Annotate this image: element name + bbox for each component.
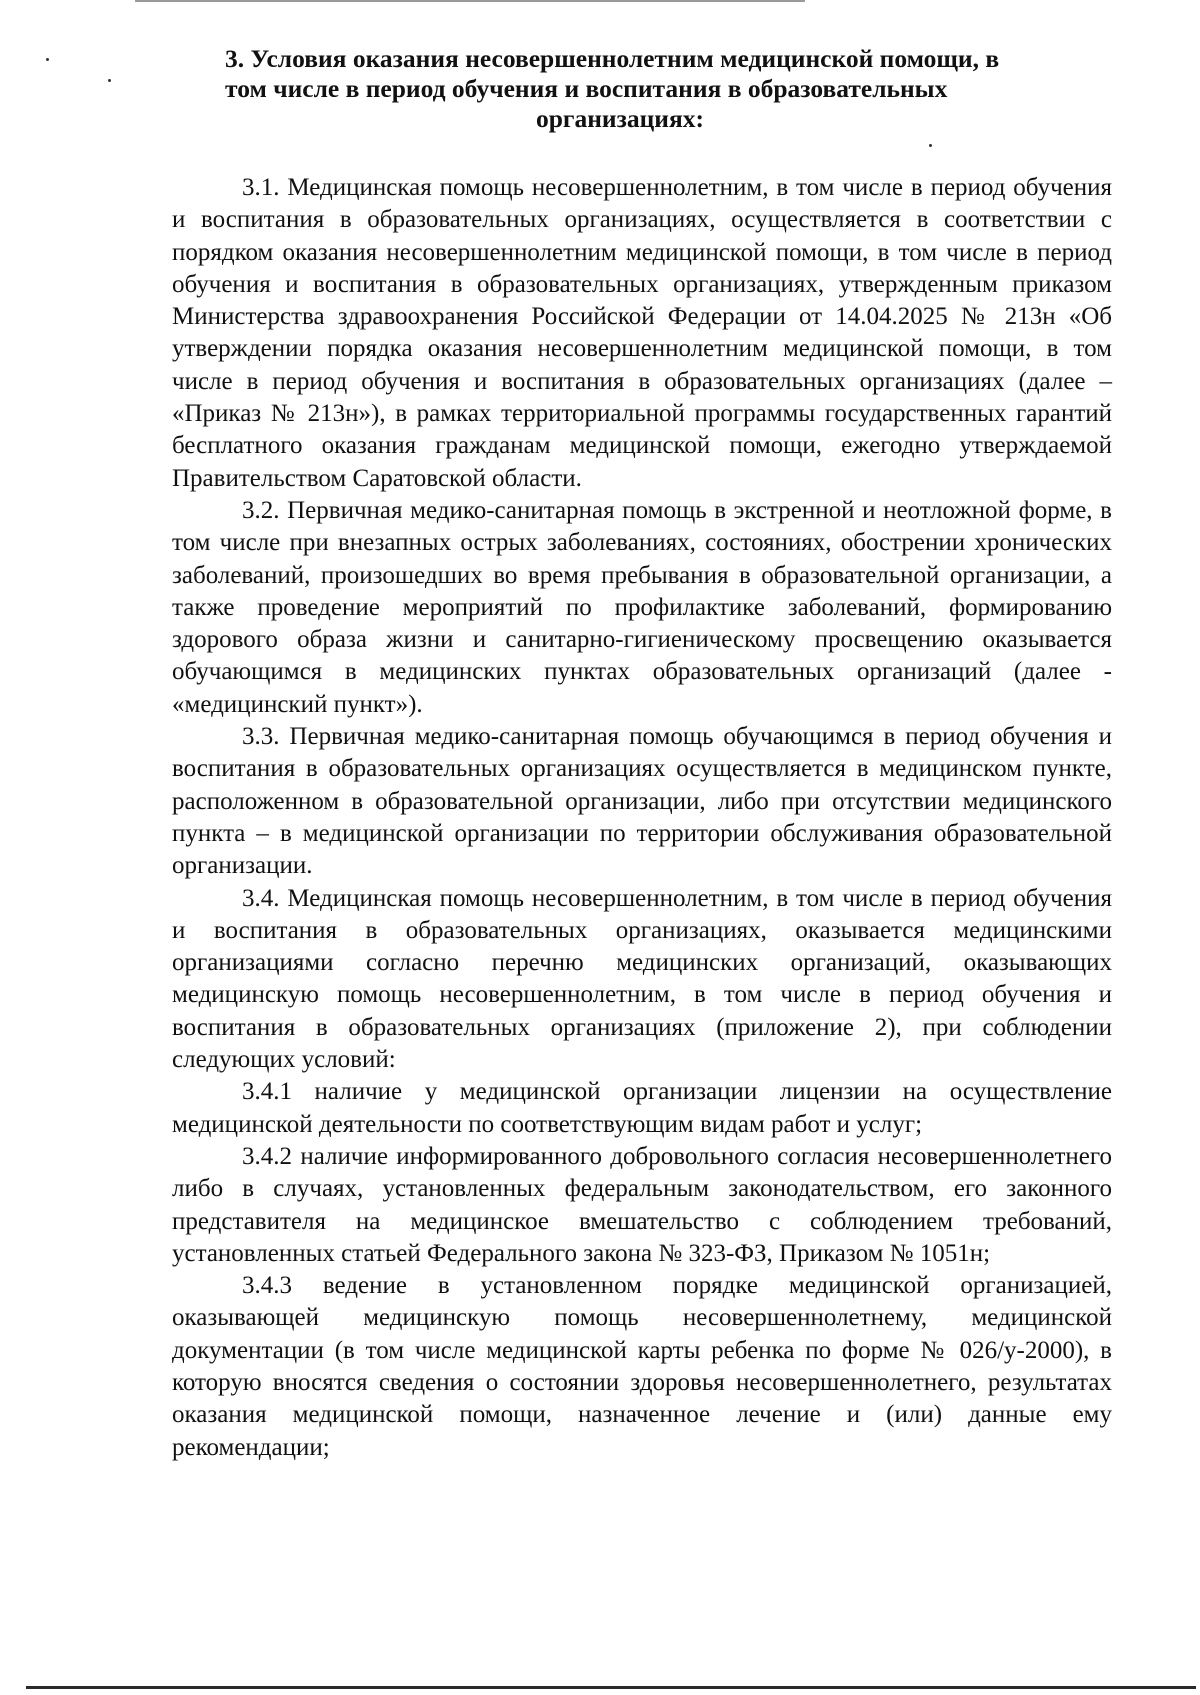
paragraph-3-4: 3.4. Медицинская помощь несовершеннолетним, в том числе в период обучения и воспитания в образовательных организациях, оказывается медицинскими организациями согласно перечню медицинских организаций, оказывающих медицинскую помощь несовершеннолетним, в том числе в период обучения и воспитания в образовательных организациях (приложение 2), при соблюдении следующих условий: bbox=[172, 884, 1112, 1074]
paragraph-3-4-2: 3.4.2 наличие информированного добровольного согласия несовершеннолетнего либо в случаях, установленных федеральным законодательством, его законного представителя на медицинское вмешательство с соблюдением требований, установленных статьей Федерального закона № 323-ФЗ, Приказом № 1051н; bbox=[172, 1142, 1112, 1267]
heading-line-1: 3. Условия оказания несовершеннолетним медицинской помощи, в bbox=[225, 44, 1000, 73]
heading-line-3: организациях: bbox=[535, 104, 705, 133]
paragraph-3-1: 3.1. Медицинская помощь несовершеннолетним, в том числе в период обучения и воспитания в образовательных организациях, осуществляется в соответствии с порядком оказания несовершеннолетним медицинской помощи, в том числе в период обучения и воспитания в образовательных организациях, утвержденным приказом Министерства здравоохранения Российской Федерации от 14.04.2025 № 213н «Об утверждении порядка оказания несовершеннолетним медицинской помощи, в том числе в период обучения и воспитания в образовательных организациях (далее – «Приказ № 213н»), в рамках территориальной программы государственных гарантий бесплатного оказания гражданам медицинской помощи, ежегодно утверждаемой Правительством Саратовской области. bbox=[172, 174, 1112, 492]
paragraph-3-4-3: 3.4.3 ведение в установленном порядке медицинской организацией, оказывающей медицинскую помощь несовершеннолетнему, медицинской документации (в том числе медицинской карты ребенка по форме № 026/у-2000), в которую вносятся сведения о состоянии здоровья несовершеннолетнего, результатах оказания медицинской помощи, назначенное лечение и (или) данные ему рекомендации; bbox=[172, 1272, 1112, 1461]
scan-speck bbox=[929, 144, 932, 147]
paragraph-3-4-1: 3.4.1 наличие у медицинской организации лицензии на осуществление медицинской деятельности по соответствующим видам работ и услуг; bbox=[172, 1078, 1112, 1138]
section-heading bbox=[225, 44, 1115, 134]
bottom-scan-edge bbox=[26, 1686, 1196, 1689]
heading-line-2: том числе в период обучения и воспитания в образовательных bbox=[225, 74, 948, 103]
document-body bbox=[172, 172, 1112, 1464]
scan-speck bbox=[46, 58, 49, 61]
paragraph-3-2: 3.2. Первичная медико-санитарная помощь в экстренной и неотложной форме, в том числе при внезапных острых заболеваниях, состояниях, обострении хронических заболеваний, произошедших во время пребывания в образовательной организации, а также проведение мероприятий по профилактике заболеваний, формированию здорового образа жизни и санитарно-гигиеническому просвещению оказывается обучающимся в медицинских пунктах образовательных организаций (далее - «медицинский пункт»). bbox=[172, 496, 1112, 718]
paragraph-3-3: 3.3. Первичная медико-санитарная помощь обучающимся в период обучения и воспитания в образовательных организациях осуществляется в медицинском пункте, расположенном в образовательной организации, либо при отсутствии медицинского пункта – в медицинской организации по территории обслуживания образовательной организации. bbox=[172, 723, 1112, 880]
top-scan-edge bbox=[135, 0, 805, 2]
scan-speck bbox=[108, 79, 111, 82]
